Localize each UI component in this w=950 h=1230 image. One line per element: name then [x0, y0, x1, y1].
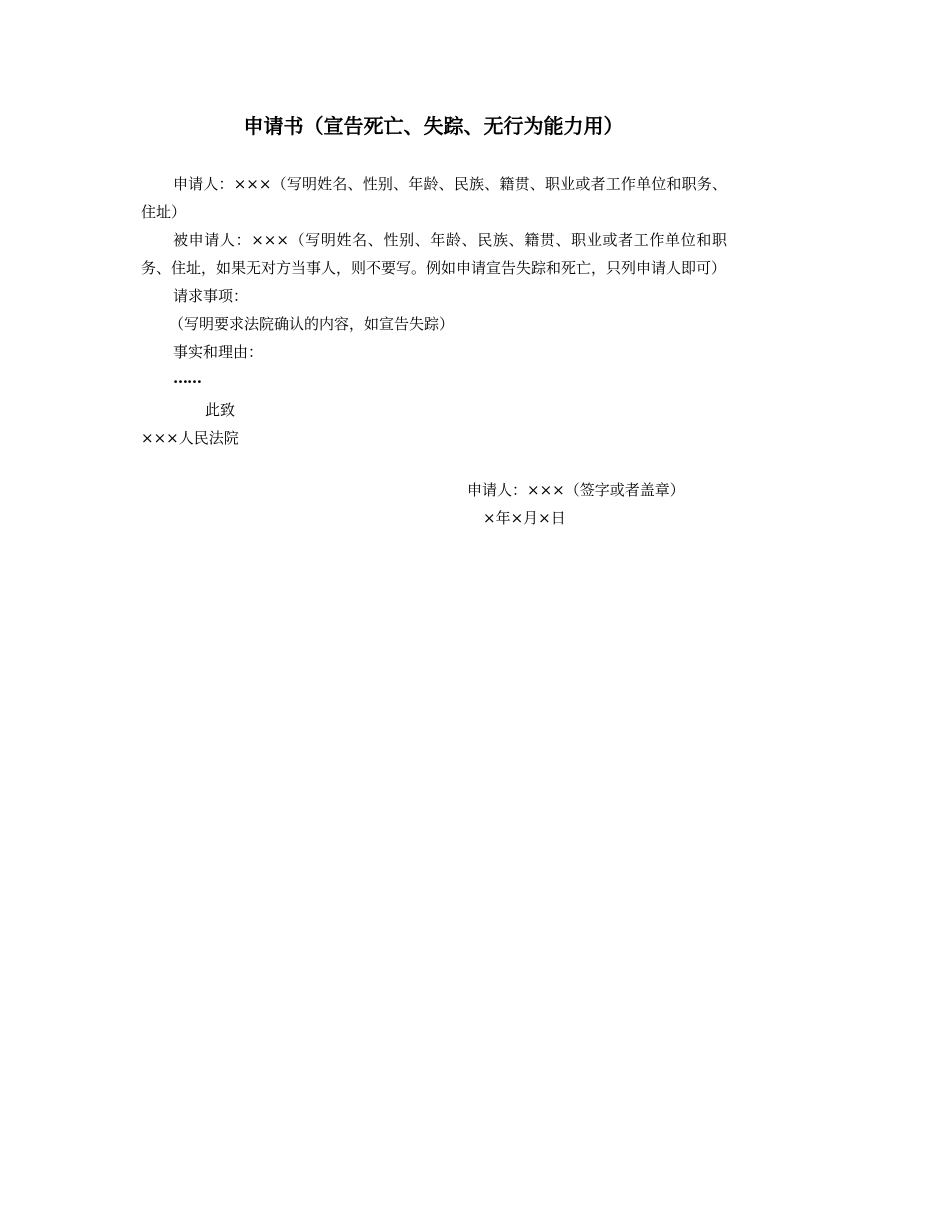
greeting: 此致	[205, 401, 236, 419]
facts-content: ……	[173, 369, 201, 387]
applicant-paragraph: 申请人：×××（写明姓名、性别、年龄、民族、籍贯、职业或者工作单位和职务、住址）	[141, 175, 727, 221]
date-line: ×年×月×日	[483, 509, 566, 527]
facts-heading: 事实和理由：	[173, 343, 264, 361]
document-body	[141, 170, 727, 452]
document-title: 申请书（宣告死亡、失踪、无行为能力用）	[243, 114, 624, 138]
claims-content: （写明要求法院确认的内容，如宣告失踪）	[169, 315, 455, 333]
respondent-paragraph: 被申请人：×××（写明姓名、性别、年龄、民族、籍贯、职业或者工作单位和职务、住址，如果无对方当事人，则不要写。例如申请宣告失踪和死亡，只列申请人即可）	[141, 231, 727, 277]
claims-heading: 请求事项：	[173, 287, 249, 305]
signature-line: 申请人：×××（签字或者盖章）	[467, 481, 685, 499]
court-name: ×××人民法院	[141, 429, 239, 447]
